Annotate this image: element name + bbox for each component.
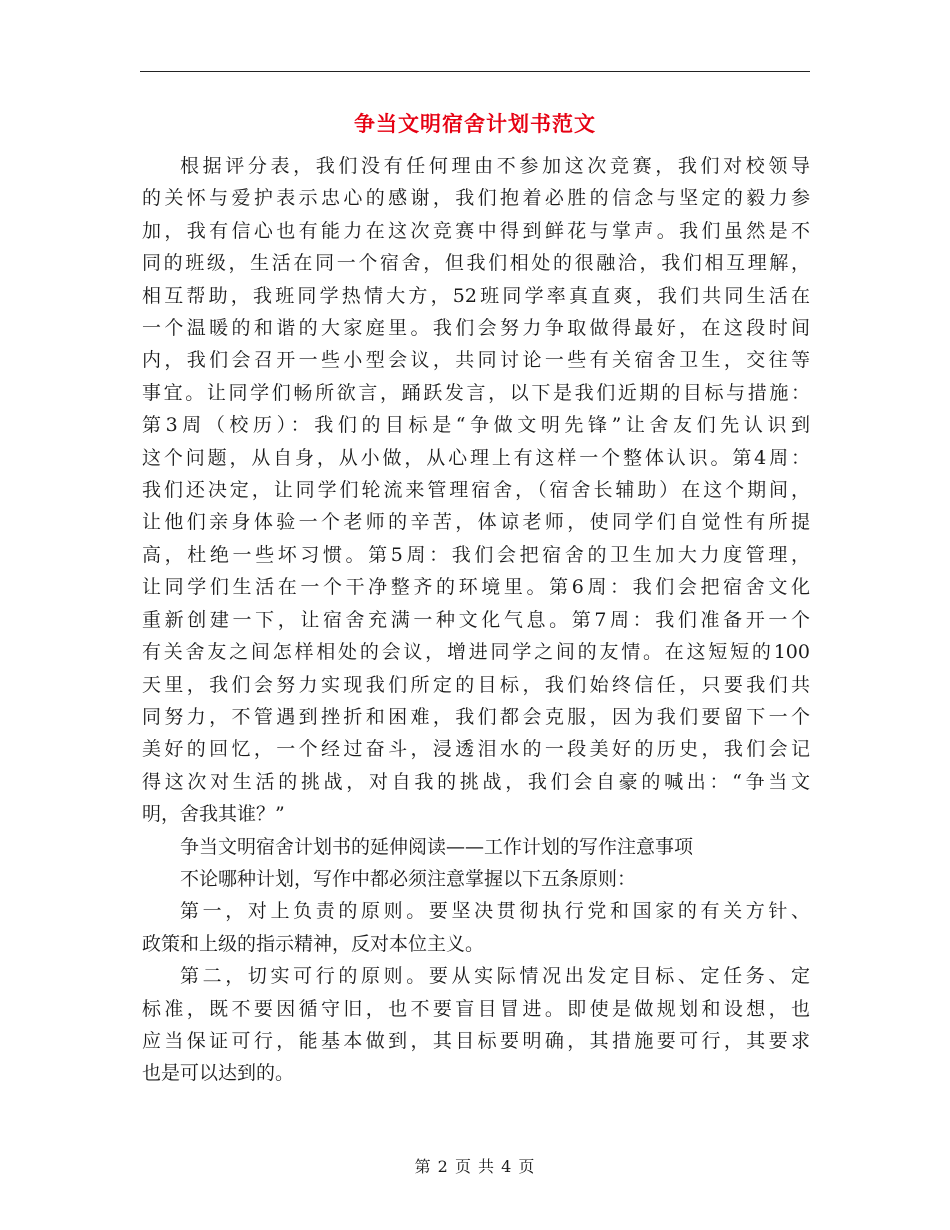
text-line: 相互帮助，我班同学热情大方，52班同学率真直爽，我们共同生活在 [142,284,810,307]
text-line: 重新创建一下，让宿舍充满一种文化气息。第7周：我们准备开一个 [142,608,810,631]
text-line: 内，我们会召开一些小型会议，共同讨论一些有关宿舍卫生，交往等 [142,349,810,372]
text-line: 同的班级，生活在同一个宿舍，但我们相处的很融洽，我们相互理解， [142,252,810,275]
text-line: 同努力，不管遇到挫折和困难，我们都会克服，因为我们要留下一个 [142,705,810,728]
text-line: 第3周（校历）：我们的目标是“争做文明先锋”让舍友们先认识到 [142,414,810,437]
text-line: 美好的回忆，一个经过奋斗，浸透泪水的一段美好的历史，我们会记 [142,738,810,761]
text-line: 根据评分表，我们没有任何理由不参加这次竞赛，我们对校领导 [180,155,810,177]
text-line: 也是可以达到的。 [142,1062,295,1085]
document-title: 争当文明宿舍计划书范文 [354,111,596,136]
text-line: 争当文明宿舍计划书的延伸阅读——工作计划的写作注意事项 [180,835,694,858]
text-line: 加，我有信心也有能力在这次竞赛中得到鲜花与掌声。我们虽然是不 [142,219,810,242]
text-line: 标准，既不要因循守旧，也不要盲目冒进。即使是做规划和设想，也 [142,997,810,1020]
text-line: 让同学们生活在一个干净整齐的环境里。第6周：我们会把宿舍文化 [142,576,810,599]
text-line: 这个问题，从自身，从小做，从心理上有这样一个整体认识。第4周： [142,446,810,469]
page-number: 第 2 页 共 4 页 [414,1157,536,1176]
text-line: 的关怀与爱护表示忠心的感谢，我们抱着必胜的信念与坚定的毅力参 [142,187,810,210]
text-line: 我们还决定，让同学们轮流来管理宿舍，（宿舍长辅助）在这个期间， [142,479,810,502]
paragraph-main [142,150,810,831]
text-line: 不论哪种计划，写作中都必须注意掌握以下五条原则： [180,867,637,890]
text-line: 高，杜绝一些坏习惯。第5周：我们会把宿舍的卫生加大力度管理， [142,543,810,566]
paragraph-principles-intro [142,863,810,895]
text-line: 天里，我们会努力实现我们所定的目标，我们始终信任，只要我们共 [142,673,810,696]
text-line: 明，舍我其谁？” [142,803,285,826]
paragraph-principle-2 [142,960,810,1090]
text-line: 政策和上级的指示精神，反对本位主义。 [142,932,485,955]
text-line: 一个温暖的和谐的大家庭里。我们会努力争取做得最好，在这段时间 [142,317,810,340]
text-line: 应当保证可行，能基本做到，其目标要明确，其措施要可行，其要求 [142,1029,810,1052]
paragraph-principle-1 [142,895,810,960]
text-line: 有关舍友之间怎样相处的会议，增进同学之间的友情。在这短短的100 [142,641,810,664]
document-body [142,150,810,1090]
text-line: 让他们亲身体验一个老师的辛苦，体谅老师，使同学们自觉性有所提 [142,511,810,534]
header-rule [140,71,810,72]
text-line: 事宜。让同学们畅所欲言，踊跃发言，以下是我们近期的目标与措施： [142,381,810,404]
paragraph-extended-reading-heading [142,831,810,863]
text-line: 第一，对上负责的原则。要坚决贯彻执行党和国家的有关方针、 [180,900,810,923]
text-line: 第二，切实可行的原则。要从实际情况出发定目标、定任务、定 [180,965,810,988]
text-line: 得这次对生活的挑战，对自我的挑战，我们会自豪的喊出：“争当文 [142,770,810,793]
